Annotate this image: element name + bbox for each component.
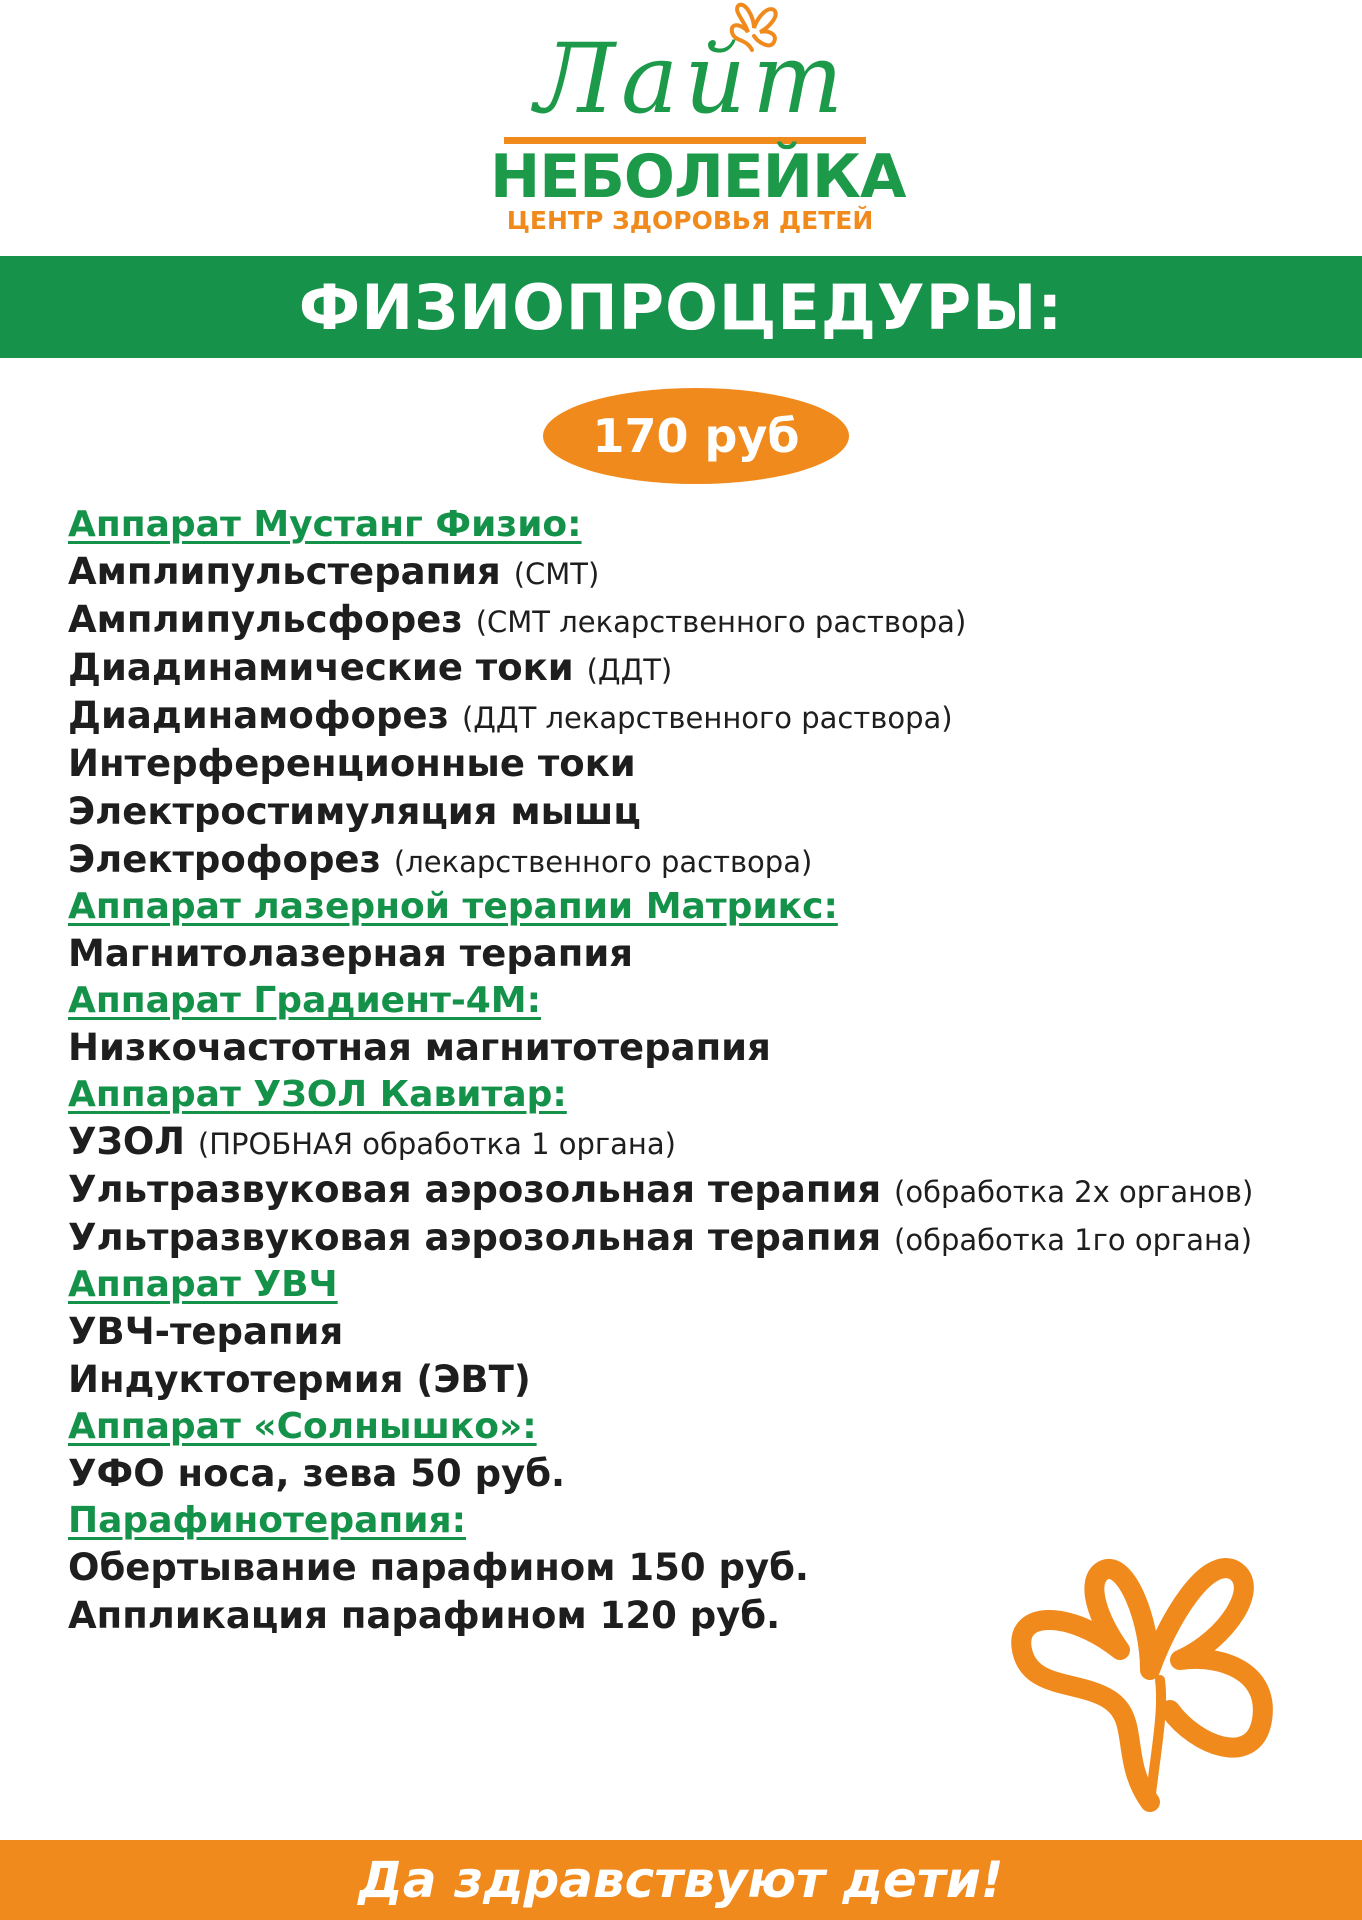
procedure-item xyxy=(68,596,1338,644)
procedure-name: Диадинамические токи xyxy=(68,646,574,689)
procedure-name: Амплипульсфорез xyxy=(68,598,463,641)
procedure-name: УФО носа, зева 50 руб. xyxy=(68,1452,566,1495)
procedure-name: Аппликация парафином 120 руб. xyxy=(68,1594,781,1637)
logo-tagline: ЦЕНТР ЗДОРОВЬЯ ДЕТЕЙ xyxy=(506,206,874,235)
procedure-name: Электростимуляция мышц xyxy=(68,790,641,833)
procedure-item xyxy=(68,1214,1338,1262)
procedure-item xyxy=(68,1356,1338,1404)
procedure-name: Ультразвуковая аэрозольная терапия xyxy=(68,1216,882,1259)
procedure-item xyxy=(68,1118,1338,1166)
price-label: 170 руб xyxy=(592,409,800,463)
section-heading: Аппарат Градиент-4М: xyxy=(68,980,542,1021)
page-title: ФИЗИОПРОЦЕДУРЫ: xyxy=(298,270,1064,344)
procedure-item xyxy=(68,740,1338,788)
procedure-item xyxy=(68,692,1338,740)
procedure-name: Диадинамофорез xyxy=(68,694,450,737)
procedure-item xyxy=(68,644,1338,692)
procedure-note: (лекарственного раствора) xyxy=(393,845,813,879)
procedure-item xyxy=(68,1166,1338,1214)
procedure-note: (ПРОБНАЯ обработка 1 органа) xyxy=(197,1127,676,1161)
section-heading: Аппарат «Солнышко»: xyxy=(68,1406,537,1447)
procedure-name: УЗОЛ xyxy=(68,1120,185,1163)
procedure-item xyxy=(68,930,1338,978)
procedure-note: (обработка 1го органа) xyxy=(894,1223,1253,1257)
slogan: Да здравствуют дети! xyxy=(358,1851,1004,1909)
procedure-note: (ДДТ) xyxy=(586,653,673,687)
section-heading: Аппарат лазерной терапии Матрикс: xyxy=(68,886,838,927)
footer-band xyxy=(0,1840,1362,1920)
procedure-note: (СМТ) xyxy=(513,557,600,591)
procedure-name: Магнитолазерная терапия xyxy=(68,932,634,975)
procedure-name: Электрофорез xyxy=(68,838,382,881)
procedure-name: Обертывание парафином 150 руб. xyxy=(68,1546,809,1589)
procedure-item xyxy=(68,548,1338,596)
procedure-name: Ультразвуковая аэрозольная терапия xyxy=(68,1168,882,1211)
butterfly-icon xyxy=(1000,1540,1280,1820)
procedure-item xyxy=(68,1024,1338,1072)
section-heading: Аппарат УЗОЛ Кавитар: xyxy=(68,1074,567,1115)
logo-script: Лайт xyxy=(534,23,850,135)
procedure-note: (СМТ лекарственного раствора) xyxy=(475,605,967,639)
procedure-list xyxy=(68,502,1338,1640)
procedure-item xyxy=(68,1450,1338,1498)
procedure-name: Низкочастотная магнитотерапия xyxy=(68,1026,771,1069)
procedure-name: Индуктотермия (ЭВТ) xyxy=(68,1358,531,1401)
procedure-name: Интерференционные токи xyxy=(68,742,636,785)
section-heading: Аппарат Мустанг Физио: xyxy=(68,504,582,545)
procedure-item xyxy=(68,788,1338,836)
section-heading: Парафинотерапия: xyxy=(68,1500,466,1541)
price-badge xyxy=(543,388,849,484)
procedure-name: УВЧ-терапия xyxy=(68,1310,344,1353)
title-band xyxy=(0,256,1362,358)
logo-name: НЕБОЛЕЙКА xyxy=(490,142,906,212)
section-heading: Аппарат УВЧ xyxy=(68,1264,338,1305)
procedure-note: (ДДТ лекарственного раствора) xyxy=(461,701,953,735)
procedure-name: Амплипульстерапия xyxy=(68,550,501,593)
procedure-note: (обработка 2х органов) xyxy=(894,1175,1254,1209)
logo xyxy=(0,0,1362,250)
procedure-item xyxy=(68,836,1338,884)
procedure-item xyxy=(68,1308,1338,1356)
